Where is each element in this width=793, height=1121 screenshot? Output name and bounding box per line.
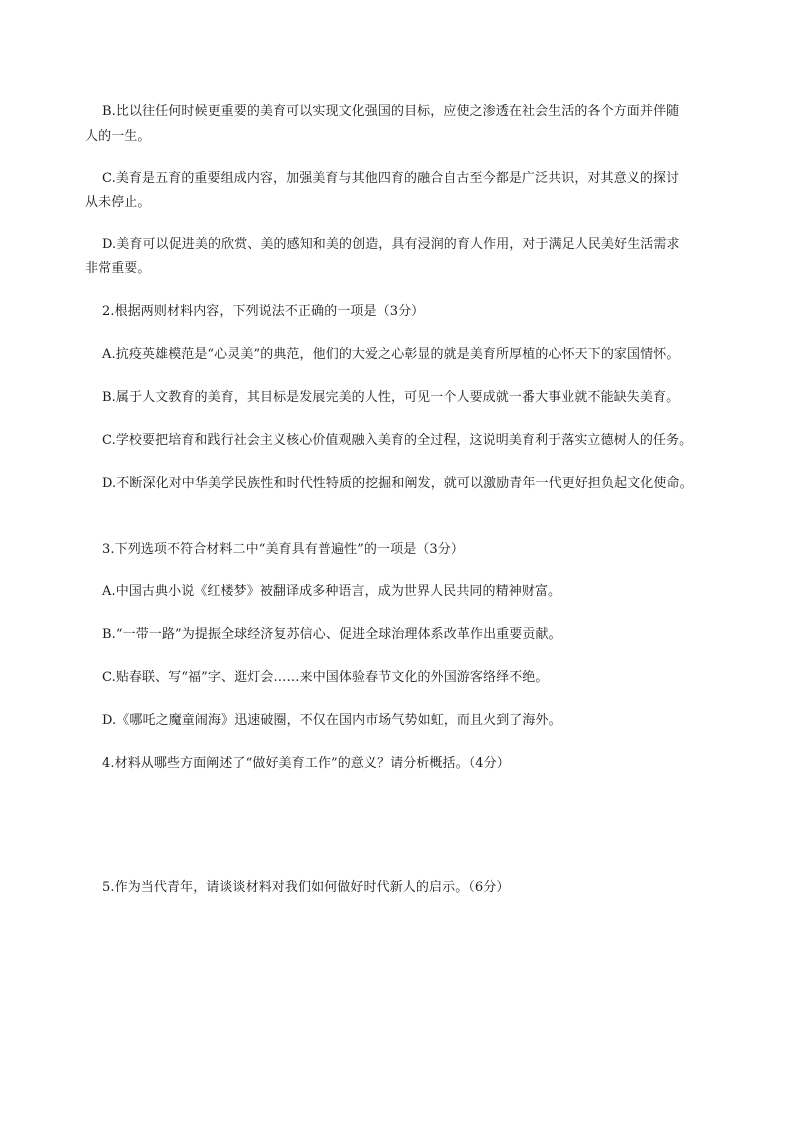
q1-option-d-line1: D.美育可以促进美的欣赏、美的感知和美的创造，具有浸润的育人作用，对于满足人民美好生活需求 xyxy=(102,237,680,252)
q2-option-a: A.抗疫英雄模范是“心灵美”的典范，他们的大爱之心彰显的就是美育所厚植的心怀天下的家国情怀。 xyxy=(102,347,680,362)
q2-option-d: D.不断深化对中华美学民族性和时代性特质的挖掘和阐发，就可以激励青年一代更好担负起文化使命。 xyxy=(102,476,693,491)
q3-option-d: D.《哪吒之魔童闹海》迅速破圈，不仅在国内市场气势如虹，而且火到了海外。 xyxy=(102,713,562,728)
q2-option-b: B.属于人文教育的美育，其目标是发展完美的人性，可见一个人要成就一番大事业就不能缺失美育。 xyxy=(102,390,680,405)
q2-option-c: C.学校要把培育和践行社会主义核心价值观融入美育的全过程，这说明美育利于落实立德树人的任务。 xyxy=(102,433,693,448)
q4-stem: 4.材料从哪些方面阐述了“做好美育工作”的意义？请分析概括。（4分） xyxy=(102,756,510,771)
q1-option-c-line2: 从未停止。 xyxy=(85,195,151,210)
q3-option-c: C.贴春联、写“福”字、逛灯会……来中国体验春节文化的外国游客络绎不绝。 xyxy=(102,670,549,685)
q3-option-a: A.中国古典小说《红楼梦》被翻译成多种语言，成为世界人民共同的精神财富。 xyxy=(102,584,562,599)
q3-stem: 3.下列选项不符合材料二中“美育具有普遍性”的一项是（3分） xyxy=(102,542,464,557)
q2-stem: 2.根据两则材料内容，下列说法不正确的一项是（3分） xyxy=(102,304,425,319)
q1-option-d-line2: 非常重要。 xyxy=(85,261,151,276)
q1-option-b-line1: B.比以往任何时候更重要的美育可以实现文化强国的目标，应使之渗透在社会生活的各个方面并伴随 xyxy=(102,104,680,119)
q3-option-b: B.“一带一路”为提振全球经济复苏信心、促进全球治理体系改革作出重要贡献。 xyxy=(102,627,562,642)
q5-stem: 5.作为当代青年，请谈谈材料对我们如何做好时代新人的启示。（6分） xyxy=(102,880,510,895)
q1-option-c-line1: C.美育是五育的重要组成内容，加强美育与其他四育的融合自古至今都是广泛共识，对其意义的探讨 xyxy=(102,171,680,186)
q1-option-b-line2: 人的一生。 xyxy=(85,129,151,144)
